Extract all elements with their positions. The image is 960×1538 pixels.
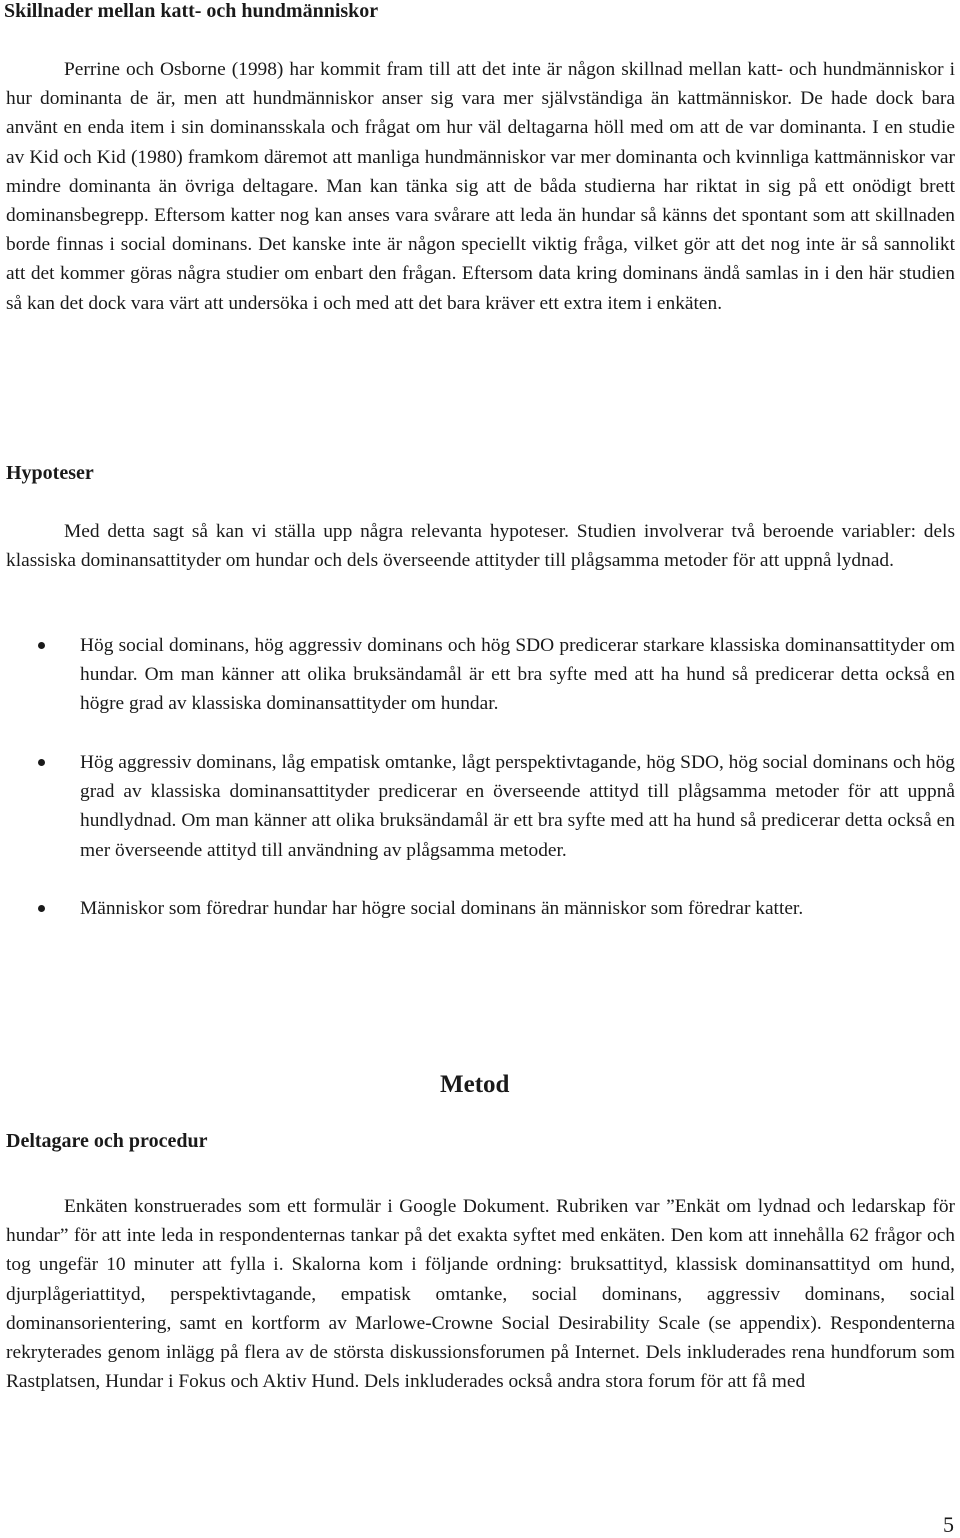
participants-heading: Deltagare och procedur bbox=[6, 1130, 208, 1152]
hypotheses-list bbox=[0, 631, 955, 953]
page-number: 5 bbox=[943, 1512, 954, 1537]
bullet-icon bbox=[38, 905, 45, 912]
hypothesis-text: Hög aggressiv dominans, låg empatisk omtanke, lågt perspektivtagande, hög SDO, hög social dominans och hög grad av klassiska dominansattityder predicerar en överseende attityd till plågsamma metoder för att uppnå hundlydnad. Om man känner att olika bruksändamål är ett bra syfte med att ha hund så predicerar detta också en mer överseende attityd till användning av plågsamma metoder. bbox=[80, 751, 955, 861]
method-heading: Metod bbox=[440, 1071, 510, 1098]
paragraph-differences: Perrine och Osborne (1998) har kommit fram till att det inte är någon skillnad mellan katt- och hundmänniskor i hur dominanta de är, men att hundmänniskor anser sig vara mer självständiga än kattmänniskor. De hade dock bara använt en enda item i sin dominansskala och frågat om hur väl deltagarna höll med om att de var dominanta. I en studie av Kid och Kid (1980) framkom däremot att manliga hundmänniskor var mer dominanta och kvinnliga kattmänniskor var mindre dominanta än övriga deltagare. Man kan tänka sig att de båda studierna har riktat in sig på ett onödigt brett dominansbegrepp. Eftersom katter nog kan anses vara svårare att leda än hundar så känns det spontant som att skillnaden borde finnas i social dominans. Det kanske inte är någon speciellt viktig fråga, vilket gör att det nog inte är så sannolikt att det kommer göras några studier om enbart den frågan. Eftersom data kring dominans ändå samlas in i den här studien så kan det dock vara värt att undersöka i och med att det bara kräver ett extra item i enkäten. bbox=[6, 59, 955, 314]
list-item bbox=[0, 748, 955, 865]
list-item bbox=[0, 631, 955, 719]
bullet-icon bbox=[38, 642, 45, 649]
paragraph-hypotheses-intro: Med detta sagt så kan vi ställa upp några relevanta hypoteser. Studien involverar två beroende variabler: dels klassiska dominansattityder om hundar och dels överseende attityder till plågsamma metoder för att uppnå lydnad. bbox=[6, 521, 955, 572]
hypotheses-heading: Hypoteser bbox=[6, 462, 94, 484]
paragraph-method: Enkäten konstruerades som ett formulär i Google Dokument. Rubriken var ”Enkät om lydnad och ledarskap för hundar” för att inte leda in respondenternas tankar på det exakta syftet med enkäten. Den kom att innehålla 62 frågor och tog ungefär 10 minuter att fylla i. Skalorna kom i följande ordning: bruksattityd, klassisk dominansattityd om hund, djurplågeriattityd, perspektivtagande, empatisk omtanke, social dominans, aggressiv dominans, social dominansorientering, samt en kortform av Marlowe-Crowne Social Desirability Scale (se appendix). Respondenterna rekryterades genom inlägg på flera av de största diskussionsforumen på Internet. Dels inkluderades rena hundforum som Rastplatsen, Hundar i Fokus och Aktiv Hund. Dels inkluderades också andra stora forum för att få med bbox=[6, 1196, 955, 1393]
hypothesis-text: Hög social dominans, hög aggressiv dominans och hög SDO predicerar starkare klassiska dominansattityder om hundar. Om man känner att olika bruksändamål är ett bra syfte med att ha hund så predicerar detta också en högre grad av klassiska dominansattityder om hundar. bbox=[80, 635, 955, 715]
hypothesis-text: Människor som föredrar hundar har högre social dominans än människor som föredrar katter. bbox=[80, 898, 804, 920]
bullet-icon bbox=[38, 759, 45, 766]
list-item bbox=[0, 894, 955, 923]
section-title: Skillnader mellan katt- och hundmänniskor bbox=[4, 0, 379, 22]
